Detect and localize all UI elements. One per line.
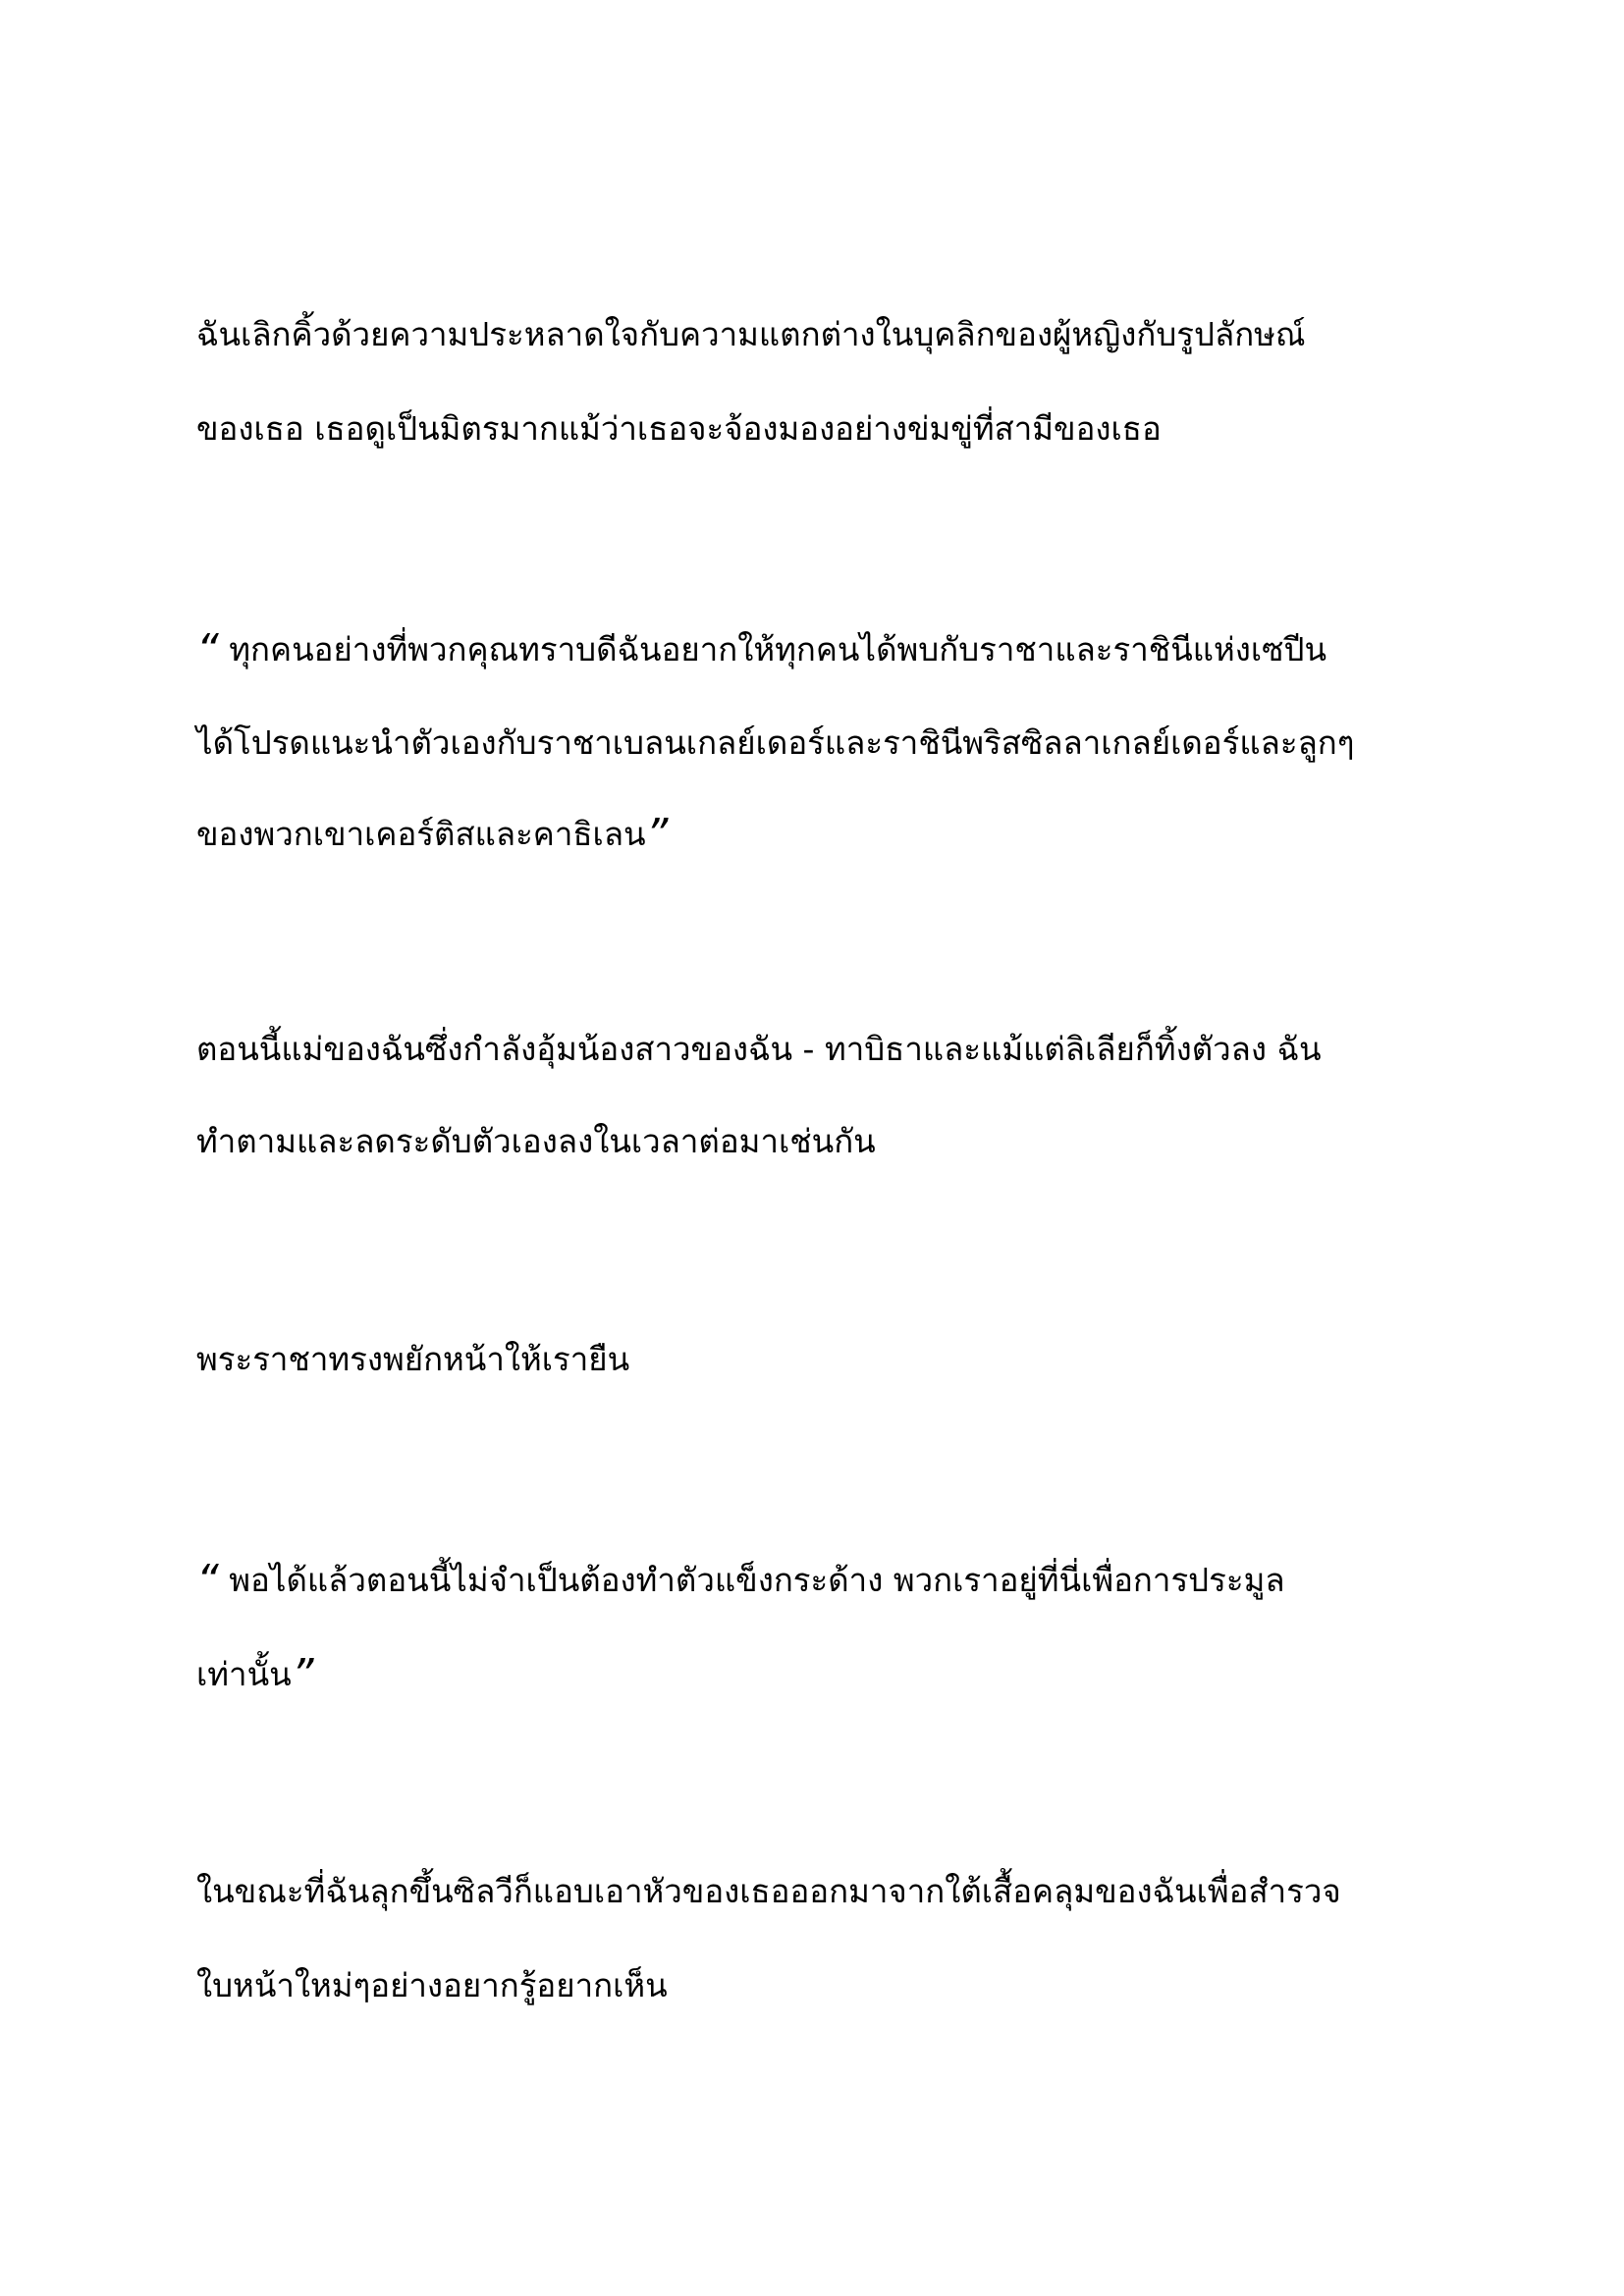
- paragraph-3-line-1: ตอนนี้แม่ของฉันซึ่งกำลังอุ้มน้องสาวของฉัน - ทาบิธาและแม้แต่ลิเลียก็ทิ้งตัวลง ฉัน: [196, 1030, 1322, 1068]
- paragraph-5-line-2: [196, 1649, 314, 1700]
- quote-close-mark: ”: [645, 810, 669, 860]
- paragraph-2-line-3: [196, 809, 669, 860]
- paragraph-2-line-2: ได้โปรดแนะนำตัวเองกับราชาเบลนเกลย์เดอร์และราชินีพริสซิลลาเกลย์เดอร์และลูกๆ: [196, 723, 1355, 762]
- paragraph-6-line-2: ใบหน้าใหม่ๆอย่างอยากรู้อยากเห็น: [196, 1966, 668, 2004]
- paragraph-2-line-1: [196, 624, 1327, 675]
- paragraph-6-line-1: ในขณะที่ฉันลุกขึ้นซิลวีก็แอบเอาหัวของเธอออกมาจากใต้เสื้อคลุมของฉันเพื่อสำรวจ: [196, 1872, 1341, 1910]
- paragraph-1-line-2: ของเธอ เธอดูเป็นมิตรมากแม้ว่าเธอจะจ้องมองอย่างข่มขู่ที่สามีของเธอ: [196, 409, 1162, 448]
- paragraph-5-line-1: [196, 1555, 1285, 1606]
- paragraph-2-line-1-text: ทุกคนอย่างที่พวกคุณทราบดีฉันอยากให้ทุกคนได้พบกับราชาและราชินีแห่งเซปีน: [218, 630, 1327, 668]
- paragraph-2-line-3-text: ของพวกเขาเคอร์ติสและคาธิเลน: [196, 815, 646, 853]
- paragraph-4-line-1: พระราชาทรงพยักหน้าให้เรายืน: [196, 1340, 630, 1378]
- quote-close-mark: ”: [291, 1650, 314, 1700]
- paragraph-3-line-2: ทำตามและลดระดับตัวเองลงในเวลาต่อมาเช่นกัน: [196, 1122, 876, 1160]
- paragraph-1-line-1: ฉันเลิกคิ้วด้วยความประหลาดใจกับความแตกต่างในบุคลิกของผู้หญิงกับรูปลักษณ์: [196, 315, 1306, 353]
- paragraph-5-line-2-text: เท่านั้น: [196, 1655, 292, 1693]
- quote-open-mark: “: [196, 1556, 219, 1606]
- quote-open-mark: “: [196, 625, 219, 675]
- paragraph-5-line-1-text: พอได้แล้วตอนนี้ไม่จำเป็นต้องทำตัวแข็งกระด้าง พวกเราอยู่ที่นี่เพื่อการประมูล: [218, 1561, 1285, 1599]
